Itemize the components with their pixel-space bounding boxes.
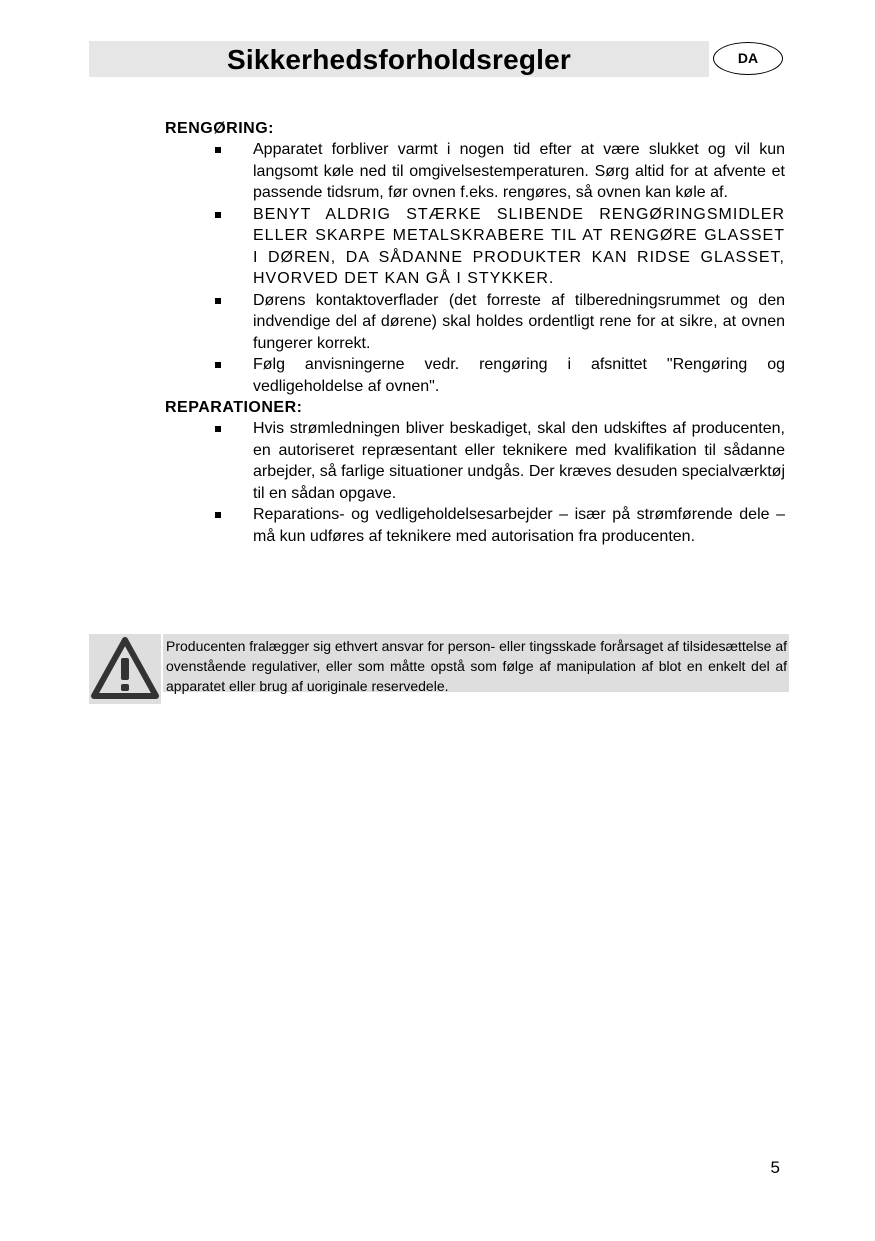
- list-item: Reparations- og vedligeholdelsesarbejder – især på strømførende dele – må kun udføres af teknikere med autorisation fra producenten.: [165, 504, 785, 547]
- list-item: BENYT ALDRIG STÆRKE SLIBENDE RENGØRINGSMIDLER ELLER SKARPE METALSKRABERE TIL AT RENGØRE GLASSET I DØREN, DA SÅDANNE PRODUKTER KAN RIDSE GLASSET, HVORVED DET KAN GÅ I STYKKER.: [165, 204, 785, 290]
- bullet-icon: [215, 512, 221, 518]
- section-heading-repairs: REPARATIONER:: [165, 399, 303, 416]
- cleaning-list: [165, 139, 785, 397]
- bullet-icon: [215, 362, 221, 368]
- warning-icon-box: [89, 634, 161, 704]
- list-item: Apparatet forbliver varmt i nogen tid efter at være slukket og vil kun langsomt køle ned til omgivelsestemperaturen. Sørg altid for at afvente et passende tidsrum, før ovnen f.eks. rengøres, så ovnen kan køle af.: [165, 139, 785, 204]
- warning-text: Producenten fralægger sig ethvert ansvar for person- eller tingsskade forårsaget af tilsidesættelse af ovenstående regulativer, eller som måtte opstå som følge af manipulation af blot en enkelt del af apparatet eller brug af uoriginale reservedele.: [166, 638, 787, 694]
- list-item: Dørens kontaktoverflader (det forreste af tilberedningsrummet og den indvendige del af dørene) skal holdes ordentligt rene for at sikre, at ovnen fungerer korrekt.: [165, 290, 785, 355]
- bullet-icon: [215, 147, 221, 153]
- repairs-list: [165, 418, 785, 547]
- bullet-icon: [215, 212, 221, 218]
- list-item: Hvis strømledningen bliver beskadiget, skal den udskiftes af producenten, en autoriseret repræsentant eller teknikere med kvalifikation til sådanne arbejder, så farlige situationer undgås. Der kræves desuden specialværktøj til en sådan opgave.: [165, 418, 785, 504]
- main-content: [165, 118, 785, 547]
- page-title: Sikkerhedsforholdsregler: [226, 44, 572, 75]
- bullet-icon: [215, 426, 221, 432]
- list-item: Følg anvisningerne vedr. rengøring i afsnittet "Rengøring og vedligeholdelse af ovnen".: [165, 354, 785, 397]
- language-badge: DA: [713, 42, 783, 75]
- bullet-icon: [215, 298, 221, 304]
- page-number: 5: [770, 1158, 780, 1177]
- warning-triangle-icon: [89, 634, 161, 704]
- section-heading-cleaning: RENGØRING:: [165, 120, 274, 137]
